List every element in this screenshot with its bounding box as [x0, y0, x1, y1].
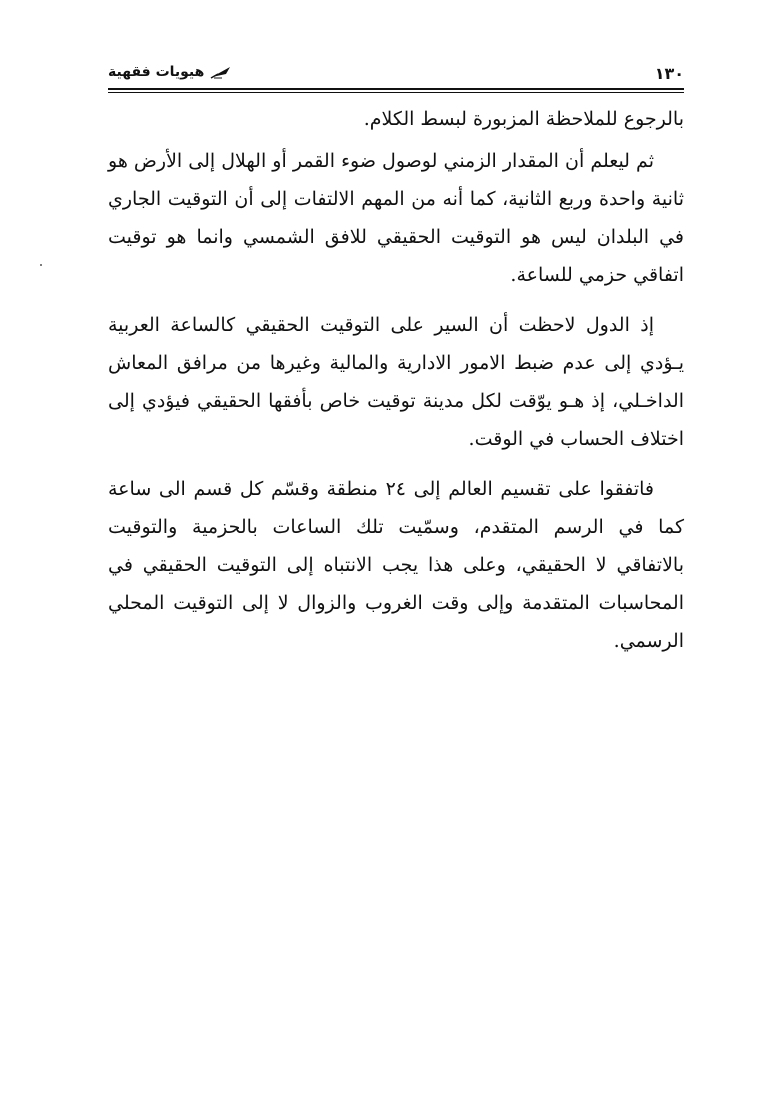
- header-rule-thin: [108, 92, 684, 93]
- paragraph: بالرجوع للملاحظة المزبورة لبسط الكلام.: [363, 108, 684, 130]
- page-number: ١٣٠: [654, 64, 684, 83]
- quill-icon: [210, 65, 232, 79]
- running-title: هيويات فقهية: [108, 64, 205, 80]
- page-header: [108, 62, 684, 88]
- paragraph: إذ الدول لاحظت أن السير على التوقيت الحقيقي كالساعة العربية يـؤدي إلى عدم ضبط الامور الادارية والمالية وغيرها من مرافق المعاش الداخـلي، إذ هـو يوّقت لكل مدينة توقيت خاص بأفقها الحقيقي فيؤدي إلى اختلاف الحساب في الوقت.: [108, 314, 684, 450]
- paragraph: فاتفقوا على تقسيم العالم إلى ٢٤ منطقة وقسّم كل قسم الى ساعة كما في الرسم المتقدم، وسمّيت تلك الساعات بالحزمية والتوقيت بالاتفاقي لا الحقيقي، وعلى هذا يجب الانتباه إلى التوقيت الحقيقي في المحاسبات المتقدمة وإلى وقت الغروب والزوال لا إلى التوقيت المحلي الرسمي.: [108, 478, 684, 652]
- running-title-group: [108, 64, 232, 80]
- body-text: [108, 100, 684, 672]
- paragraph: ثم ليعلم أن المقدار الزمني لوصول ضوء القمر أو الهلال إلى الأرض هو ثانية واحدة وربع الثانية، كما أنه من المهم الالتفات إلى أن التوقيت الجاري في البلدان ليس هو التوقيت الحقيقي للافق الشمسي وانما هو توقيت اتفاقي حزمي للساعة.: [108, 150, 684, 286]
- header-rule: [108, 88, 684, 90]
- scan-speck: [40, 264, 42, 266]
